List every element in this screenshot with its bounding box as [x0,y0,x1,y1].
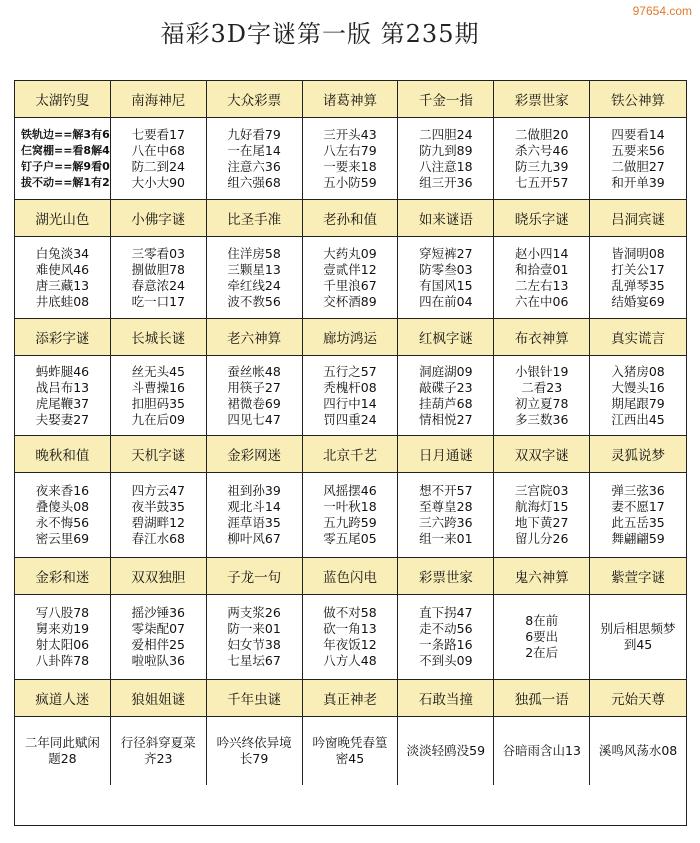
puzzle-line: 大馒头16 [611,379,665,395]
puzzle-cell [207,595,303,680]
column-header: 石敢当撞 [398,680,494,717]
puzzle-cell [111,237,207,319]
puzzle-cell [15,118,111,200]
puzzle-line: 一叶秋18 [323,499,377,514]
puzzle-line: 七星坛67 [227,653,281,668]
puzzle-cell [494,473,590,558]
column-header: 独孤一语 [494,680,590,717]
puzzle-line: 斗曹操16 [131,379,185,395]
column-header: 红枫字谜 [398,319,494,356]
puzzle-line: 长79 [239,751,269,766]
puzzle-line: 钉子户==解9看0 [21,159,110,173]
column-header: 子龙一句 [207,558,303,595]
column-header: 小佛字谜 [111,200,207,237]
puzzle-line: 防一来01 [227,621,281,636]
puzzle-line: 一条路16 [419,637,473,652]
column-header: 真实谎言 [590,319,686,356]
column-header: 北京千艺 [303,436,399,473]
puzzle-line: 砍一角13 [323,621,377,636]
puzzle-line: 妇女节38 [227,637,281,652]
puzzle-line: 洞庭湖09 [419,363,473,379]
puzzle-line: 防三九39 [515,158,569,174]
puzzle-line: 拔不动==解1有2 [21,175,110,189]
column-header: 双双独胆 [111,558,207,595]
puzzle-line: 春意浓24 [131,277,185,293]
puzzle-line: 组三开36 [419,174,473,190]
puzzle-line: 秃槐杆08 [323,379,377,395]
puzzle-line: 难使风46 [35,261,90,277]
puzzle-line: 防零叁03 [419,261,473,277]
puzzle-line: 直下拐47 [419,605,473,620]
puzzle-line: 齐23 [144,751,173,766]
puzzle-line: 三零看03 [131,245,185,261]
puzzle-cell [590,595,686,680]
puzzle-line: 波不教56 [227,293,281,309]
puzzle-cell [111,473,207,558]
puzzle-line: 留儿分26 [515,531,569,546]
puzzle-line: 谷暗雨含山13 [502,743,581,758]
watermark: 97654.com [632,4,692,18]
puzzle-line: 打关公17 [611,261,665,277]
puzzle-cell [494,118,590,200]
puzzle-line: 不到头09 [419,653,473,668]
puzzle-line: 九在后09 [131,411,185,427]
puzzle-line: 和开单39 [611,174,665,190]
column-header: 铁公神算 [590,81,686,118]
puzzle-line: 妻不愿17 [611,499,665,514]
column-header: 老六神算 [207,319,303,356]
puzzle-line: 零五尾05 [323,531,377,546]
puzzle-cell [303,118,399,200]
column-header: 湖光山色 [15,200,111,237]
puzzle-cell [207,717,303,785]
puzzle-line: 舞翩翩59 [611,531,665,546]
puzzle-line: 8在前 [525,613,559,628]
puzzle-line: 防二到24 [131,158,185,174]
puzzle-line: 虎尾鞭37 [35,395,90,411]
puzzle-line: 别后相思频梦 [600,621,676,636]
puzzle-cell [207,356,303,436]
puzzle-line: 一在尾14 [227,142,281,158]
column-header: 南海神尼 [111,81,207,118]
column-header: 日月通谜 [398,436,494,473]
column-header: 彩票世家 [494,81,590,118]
puzzle-line: 蚂蚱腿46 [35,363,90,379]
puzzle-line: 二四胆24 [419,126,473,142]
puzzle-line: 夜半鼓35 [131,499,185,514]
puzzle-line: 江西出45 [611,411,665,427]
puzzle-line: 组六强68 [227,174,281,190]
column-header: 吕洞宾谜 [590,200,686,237]
puzzle-line: 五小防59 [323,174,377,190]
puzzle-line: 爱相伴25 [131,637,185,652]
puzzle-line: 祖到孙39 [227,483,281,498]
puzzle-line: 期尾跟79 [611,395,665,411]
puzzle-line: 乱弹琴35 [611,277,665,293]
puzzle-line: 二做胆20 [515,126,569,142]
column-header: 鬼六神算 [494,558,590,595]
column-header: 蓝色闪电 [303,558,399,595]
puzzle-cell [590,356,686,436]
puzzle-line: 6要出 [525,629,559,644]
puzzle-line: 四见七47 [227,411,281,427]
column-header: 狼姐姐谜 [111,680,207,717]
puzzle-line: 交杯酒89 [323,293,377,309]
puzzle-line: 千里浪67 [323,277,377,293]
puzzle-line: 防九到89 [419,142,473,158]
column-header: 灵狐说梦 [590,436,686,473]
puzzle-line: 春江水68 [131,531,185,546]
puzzle-line: 四要看14 [611,126,665,142]
puzzle-cell [494,356,590,436]
puzzle-line: 写八股78 [35,605,90,620]
puzzle-cell [590,473,686,558]
puzzle-line: 零柒配07 [131,621,185,636]
puzzle-line: 二年同此赋闲 [24,735,100,750]
puzzle-line: 情相悦27 [419,411,473,427]
puzzle-line: 结婚宴69 [611,293,665,309]
puzzle-line: 罚四重24 [323,411,377,427]
puzzle-table [14,80,687,826]
puzzle-line: 想不开57 [419,483,473,498]
puzzle-cell [303,595,399,680]
puzzle-cell [15,717,111,785]
puzzle-line: 地下黄27 [515,515,569,530]
puzzle-line: 两支浆26 [227,605,281,620]
puzzle-line: 蚕丝帐48 [227,363,281,379]
puzzle-line: 牵红线24 [227,277,281,293]
column-header: 大众彩票 [207,81,303,118]
puzzle-cell [398,717,494,785]
puzzle-line: 八卦阵78 [35,653,90,668]
puzzle-line: 二左右13 [515,277,569,293]
column-header: 晚秋和值 [15,436,111,473]
puzzle-line: 八左右79 [323,142,377,158]
column-header: 天机字谜 [111,436,207,473]
puzzle-line: 四方云47 [131,483,185,498]
puzzle-line: 叠傻头08 [35,499,90,514]
puzzle-line: 注意六36 [227,158,281,174]
puzzle-line: 八方人48 [323,653,377,668]
puzzle-line: 井底蛙08 [35,293,90,309]
puzzle-line: 碧湖畔12 [131,515,185,530]
column-header: 金彩网迷 [207,436,303,473]
column-header: 彩票世家 [398,558,494,595]
puzzle-line: 密云里69 [35,531,90,546]
puzzle-line: 有国风15 [419,277,473,293]
puzzle-line: 观北斗14 [227,499,281,514]
puzzle-line: 啦啦队36 [131,653,185,668]
puzzle-cell [15,356,111,436]
puzzle-line: 入猪房08 [611,363,665,379]
puzzle-line: 吟窗晚凭春篁 [312,735,388,750]
puzzle-line: 三开头43 [323,126,377,142]
puzzle-cell [590,118,686,200]
puzzle-line: 吃一口17 [131,293,185,309]
puzzle-line: 四在前04 [419,293,473,309]
puzzle-line: 八在中68 [131,142,185,158]
puzzle-line: 小银针19 [515,363,569,379]
column-header: 金彩和迷 [15,558,111,595]
puzzle-line: 题28 [48,751,77,766]
puzzle-line: 初立夏78 [515,395,569,411]
puzzle-line: 壹贰伴12 [323,261,377,277]
puzzle-line: 淡淡轻鸥没59 [406,743,486,758]
puzzle-line: 杀六号46 [515,142,569,158]
puzzle-line: 2在后 [525,645,559,660]
column-header: 千年虫谜 [207,680,303,717]
puzzle-line: 大药丸09 [323,245,377,261]
puzzle-line: 夜来香16 [35,483,90,498]
column-header: 疯道人迷 [15,680,111,717]
puzzle-line: 挂葫芦68 [419,395,473,411]
puzzle-line: 六在中06 [515,293,569,309]
column-header: 紫萱字谜 [590,558,686,595]
puzzle-line: 涯草语35 [227,515,281,530]
puzzle-line: 多三数36 [515,411,569,427]
puzzle-line: 夫娶妻27 [35,411,90,427]
column-header: 晓乐字谜 [494,200,590,237]
column-header: 诸葛神算 [303,81,399,118]
column-header: 真正神老 [303,680,399,717]
puzzle-line: 三颗星13 [227,261,281,277]
puzzle-cell [15,473,111,558]
puzzle-cell [111,595,207,680]
column-header: 双双字谜 [494,436,590,473]
puzzle-cell [494,595,590,680]
column-header: 如来谜语 [398,200,494,237]
puzzle-cell [398,595,494,680]
puzzle-line: 此五岳35 [611,515,665,530]
puzzle-cell [590,237,686,319]
puzzle-cell [207,118,303,200]
puzzle-line: 仨窝棚==看8解4 [21,143,110,157]
puzzle-line: 七要看17 [131,126,185,142]
puzzle-line: 赵小四14 [515,245,569,261]
puzzle-line: 战吕布13 [35,379,90,395]
puzzle-line: 七五开57 [515,174,569,190]
puzzle-line: 二看23 [521,379,563,395]
puzzle-cell [494,237,590,319]
puzzle-line: 五九跨59 [323,515,377,530]
column-header: 廊坊鸿运 [303,319,399,356]
puzzle-line: 扣胆码35 [131,395,185,411]
puzzle-cell [590,717,686,785]
puzzle-line: 三六跨36 [419,515,473,530]
puzzle-line: 摇沙锤36 [131,605,185,620]
puzzle-cell [207,473,303,558]
puzzle-cell [398,356,494,436]
puzzle-cell [111,356,207,436]
puzzle-cell [303,237,399,319]
column-header: 布衣神算 [494,319,590,356]
puzzle-line: 航海灯15 [515,499,569,514]
puzzle-line: 做不对58 [323,605,377,620]
puzzle-line: 三宫院03 [515,483,569,498]
puzzle-line: 弹三弦36 [611,483,665,498]
puzzle-line: 八注意18 [419,158,473,174]
column-header: 千金一指 [398,81,494,118]
page-title: 福彩3D字谜第一版 第235期 [160,20,480,48]
puzzle-line: 四行中14 [323,395,377,411]
puzzle-line: 柳叶风67 [227,531,281,546]
puzzle-line: 大小大90 [131,174,185,190]
puzzle-cell [303,717,399,785]
puzzle-cell [111,717,207,785]
puzzle-cell [15,595,111,680]
column-header: 添彩字谜 [15,319,111,356]
puzzle-line: 到45 [623,637,653,652]
puzzle-line: 穿短裤27 [419,245,473,261]
column-header: 元始天尊 [590,680,686,717]
puzzle-line: 走不动56 [419,621,473,636]
column-header: 长城长谜 [111,319,207,356]
puzzle-cell [303,473,399,558]
puzzle-line: 敲碟子23 [419,379,473,395]
puzzle-cell [207,237,303,319]
puzzle-line: 吟兴终依异境 [216,735,292,750]
puzzle-line: 皆洞明08 [611,245,665,261]
puzzle-cell [398,473,494,558]
puzzle-line: 唐三藏13 [35,277,90,293]
puzzle-line: 和拾壹01 [515,261,569,277]
puzzle-line: 二做胆27 [611,158,665,174]
puzzle-line: 风摇摆46 [323,483,377,498]
puzzle-line: 密45 [335,751,365,766]
puzzle-line: 射太阳06 [35,637,90,652]
puzzle-line: 捌做胆78 [131,261,185,277]
puzzle-line: 裙微卷69 [227,395,281,411]
puzzle-line: 年夜饭12 [323,637,377,652]
puzzle-line: 住洋房58 [227,245,281,261]
puzzle-cell [111,118,207,200]
puzzle-line: 永不悔56 [35,515,90,530]
puzzle-cell [494,717,590,785]
puzzle-line: 舅来劝19 [35,621,90,636]
puzzle-line: 铁轨边==解3有6 [21,127,110,141]
puzzle-line: 九好看79 [227,126,281,142]
puzzle-line: 白兔淡34 [35,245,90,261]
column-header: 太湖钓叟 [15,81,111,118]
column-header: 比圣手准 [207,200,303,237]
puzzle-line: 一要来18 [323,158,377,174]
puzzle-cell [398,118,494,200]
puzzle-line: 五要来56 [611,142,665,158]
puzzle-line: 行径斜穿夏菜 [120,735,196,750]
puzzle-line: 组一来01 [419,531,473,546]
puzzle-cell [398,237,494,319]
puzzle-cell [303,356,399,436]
puzzle-line: 至尊皇28 [419,499,473,514]
puzzle-line: 丝无头45 [131,363,185,379]
puzzle-line: 溪鸣风荡水08 [598,743,678,758]
puzzle-cell [15,237,111,319]
puzzle-line: 用筷子27 [227,379,281,395]
puzzle-line: 五行之57 [323,363,377,379]
column-header: 老孙和值 [303,200,399,237]
